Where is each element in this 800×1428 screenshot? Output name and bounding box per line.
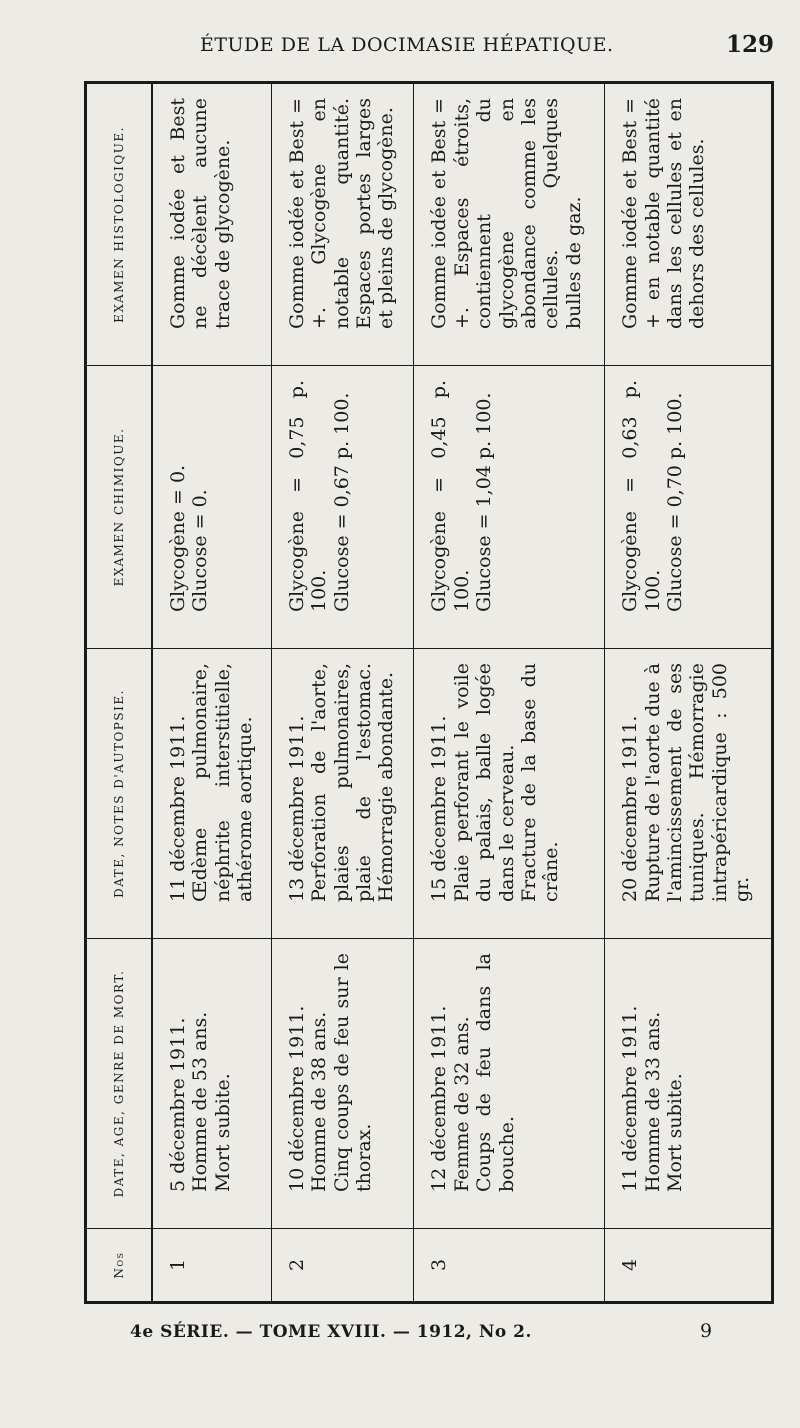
header-autopsy: DATE, NOTES D'AUTOPSIE. [86, 649, 153, 939]
autopsy-cell [605, 649, 773, 939]
header-histology: EXAMEN HISTOLOGIQUE. [86, 83, 153, 366]
row-number: 1 [152, 1229, 271, 1303]
row-number: 2 [271, 1229, 414, 1303]
autopsy-date: 20 décembre 1911. [619, 715, 642, 902]
histology-cell [605, 83, 773, 366]
autopsy-table-rotated [84, 84, 774, 1304]
autopsy-table [84, 81, 774, 1304]
table-row [152, 83, 271, 1303]
histology-notes: Gomme iodée et Best = +. Espaces étroits, contiennent du glycogène en abondance comme les cellules. Quelques bulles de gaz. [428, 98, 585, 329]
autopsy-cell [414, 649, 605, 939]
histology-cell [271, 83, 414, 366]
table-row [605, 83, 773, 1303]
glucose-value: Glucose = 0. [189, 489, 212, 612]
date-age-cell [414, 939, 605, 1229]
age-sex: Homme de 38 ans. [308, 1011, 331, 1192]
date-age-cell [605, 939, 773, 1229]
histology-cell [152, 83, 271, 366]
chemical-cell [271, 366, 414, 649]
chemical-cell [605, 366, 773, 649]
row-number: 3 [414, 1229, 605, 1303]
death-date: 11 décembre 1911. [619, 1005, 642, 1192]
death-type: Cinq coups de feu sur le thorax. [330, 953, 375, 1192]
page-number: 129 [726, 31, 775, 58]
glycogen-value: Glycogène = 0,45 p. 100. [428, 380, 473, 612]
header-num: Nos [86, 1229, 153, 1303]
table-row [271, 83, 414, 1303]
age-sex: Homme de 53 ans. [189, 1011, 212, 1192]
glucose-value: Glucose = 1,04 p. 100. [473, 392, 496, 612]
signature-mark: 9 [700, 1320, 713, 1342]
chemical-cell [414, 366, 605, 649]
histology-notes: Gomme iodée et Best ne décèlent aucune trace de glycogène. [167, 98, 234, 329]
glucose-value: Glucose = 0,70 p. 100. [663, 392, 686, 612]
age-sex: Homme de 33 ans. [641, 1011, 664, 1192]
table-row [414, 83, 605, 1303]
death-date: 12 décembre 1911. [428, 1005, 451, 1192]
autopsy-notes: Œdème pulmonaire, néphrite interstitielle, athérome aortique. [189, 663, 257, 902]
death-type: Mort subite. [663, 1073, 686, 1192]
date-age-cell [271, 939, 414, 1229]
autopsy-cell [271, 649, 414, 939]
death-type: Mort subite. [211, 1073, 234, 1192]
histology-notes: Gomme iodée et Best = +. Glycogène en notable quantité. Espaces portes larges et pleins de glycogène. [285, 98, 398, 329]
death-date: 10 décembre 1911. [285, 1005, 308, 1192]
histology-notes: Gomme iodée et Best = + en notable quantité dans les cellules et en dehors des cellules. [619, 98, 709, 329]
journal-series: 4e SÉRIE. — TOME XVIII. — 1912, No 2. [130, 1322, 532, 1342]
table-header-row [86, 83, 153, 1303]
autopsy-date: 11 décembre 1911. [167, 715, 189, 902]
autopsy-notes: Perforation de l'aorte, plaies pulmonaires, plaie de l'estomac. Hémorragie abondante. [308, 663, 398, 902]
row-number: 4 [605, 1229, 773, 1303]
glycogen-value: Glycogène = 0. [167, 464, 189, 612]
glycogen-value: Glycogène = 0,63 p. 100. [619, 380, 664, 612]
chemical-cell [152, 366, 271, 649]
glucose-value: Glucose = 0,67 p. 100. [330, 392, 353, 612]
death-type: Coups de feu dans la bouche. [473, 953, 518, 1192]
age-sex: Femme de 32 ans. [450, 1016, 473, 1192]
histology-cell [414, 83, 605, 366]
header-date-age: DATE, AGE, GENRE DE MORT. [86, 939, 153, 1229]
death-date: 5 décembre 1911. [167, 1017, 189, 1192]
running-title: ÉTUDE DE LA DOCIMASIE HÉPATIQUE. [200, 34, 614, 56]
autopsy-cell [152, 649, 271, 939]
autopsy-notes: Rupture de l'aorte due à l'amincissement de ses tuniques. Hémorragie intrapéricardique : 500 gr. [641, 663, 754, 902]
header-chemical: EXAMEN CHIMIQUE. [86, 366, 153, 649]
date-age-cell [152, 939, 271, 1229]
autopsy-date: 15 décembre 1911. [428, 715, 451, 902]
autopsy-notes: Plaie perforant le voile du palais, balle logée dans le cerveau. [450, 663, 518, 902]
glycogen-value: Glycogène = 0,75 p. 100. [285, 380, 331, 612]
autopsy-date: 13 décembre 1911. [285, 715, 308, 902]
autopsy-notes-extra: Fracture de la base du crâne. [518, 663, 563, 902]
